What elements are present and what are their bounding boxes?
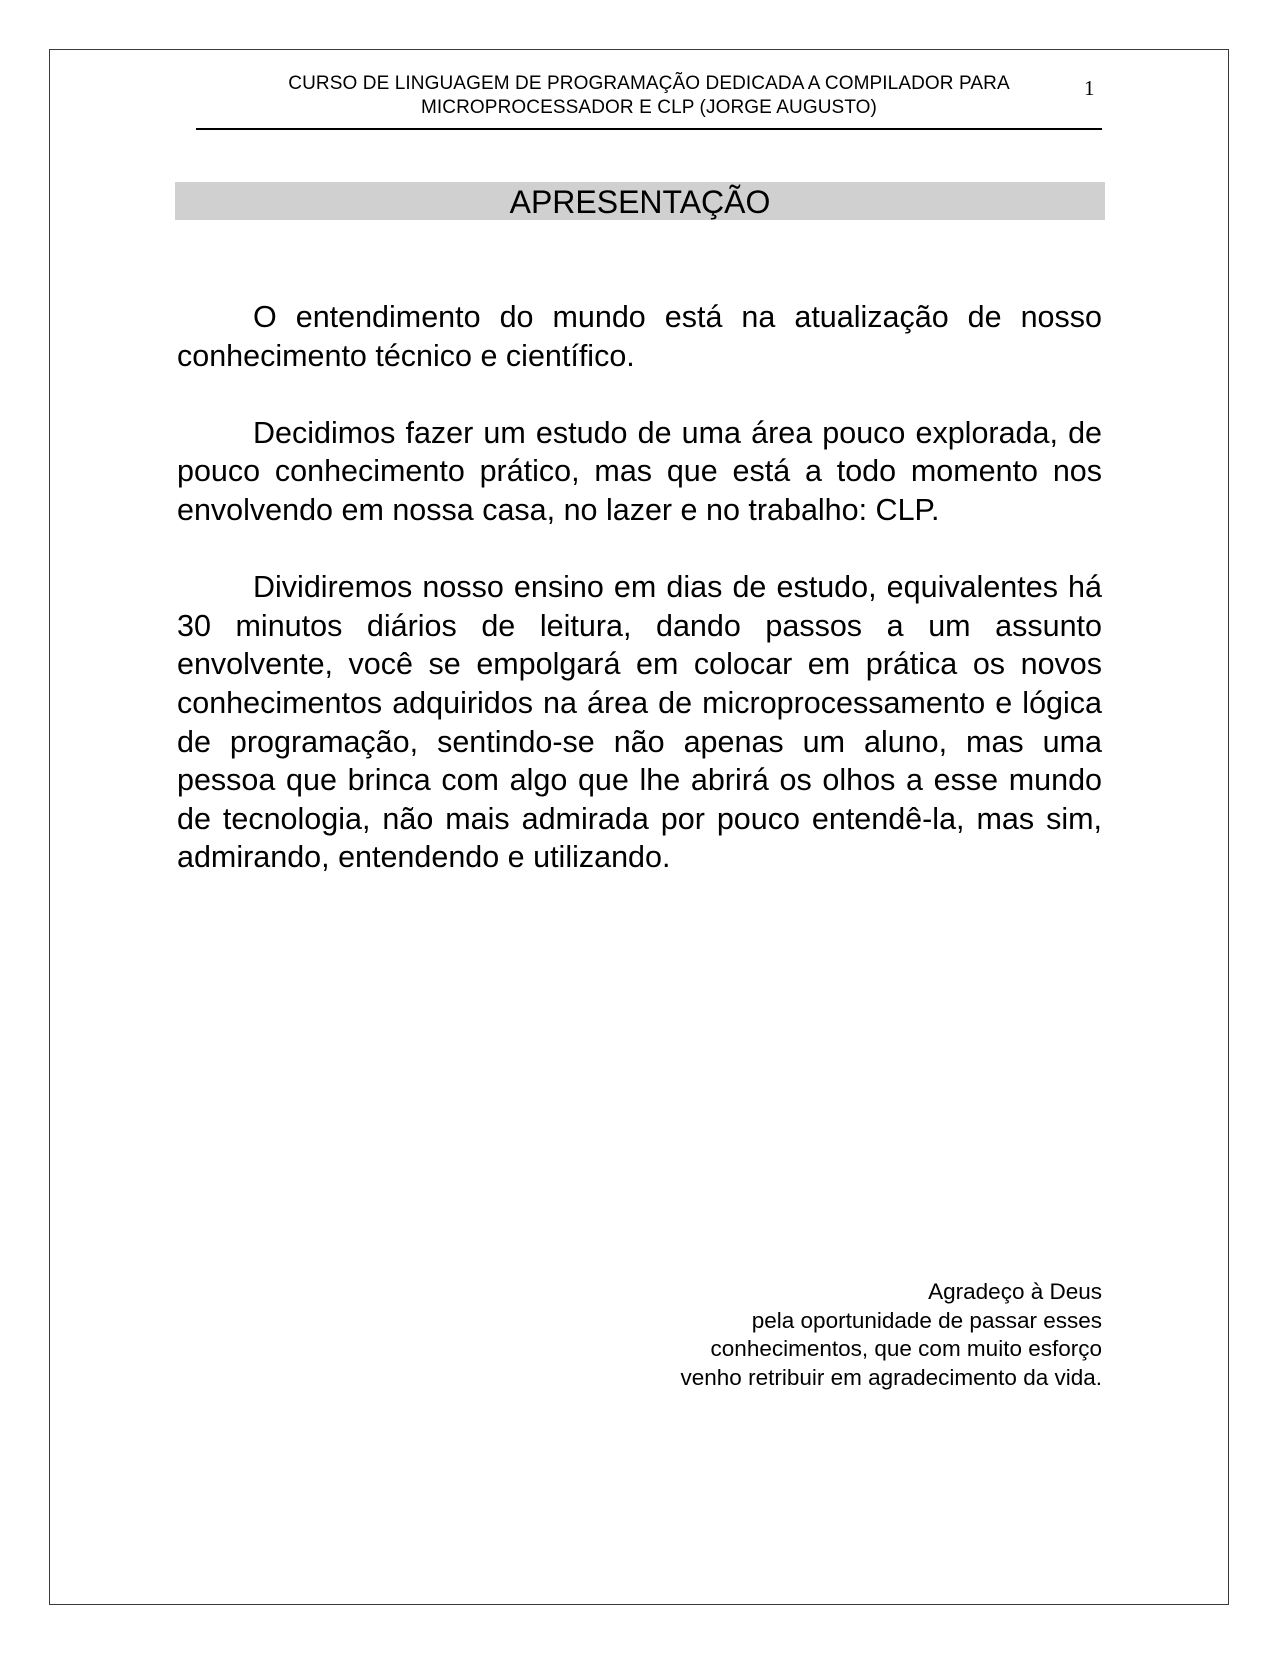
section-title: APRESENTAÇÃO xyxy=(175,182,1105,220)
dedication-line-4: venho retribuir em agradecimento da vida. xyxy=(680,1364,1102,1390)
header-divider xyxy=(196,128,1102,130)
running-header xyxy=(196,72,1102,120)
dedication-line-3: conhecimentos, que com muito esforço xyxy=(710,1336,1102,1361)
dedication-line-2: pela oportunidade de passar esses xyxy=(751,1307,1102,1333)
paragraph-2: Decidimos fazer um estudo de uma área pouco explorada, de pouco conhecimento prático, mas que está a todo momento nos envolvendo em nossa casa, no lazer e no trabalho: CLP. xyxy=(177,415,1102,527)
dedication xyxy=(560,1278,1102,1392)
running-header-line-1: CURSO DE LINGUAGEM DE PROGRAMAÇÃO DEDICADA A COMPILADOR PARA xyxy=(288,73,1010,94)
paragraph-3: Dividiremos nosso ensino em dias de estudo, equivalentes há 30 minutos diários de leitura, dando passos a um assunto envolvente, você se empolgará em colocar em prática os novos conhecimentos adquiridos na área de microprocessamento e lógica de programação, sentindo-se não apenas um aluno, mas uma pessoa que brinca com algo que lhe abrirá os olhos a esse mundo de tecnologia, não mais admirada por pouco entendê-la, mas sim, admirando, entendendo e utilizando. xyxy=(177,570,1102,875)
paragraph-1: O entendimento do mundo está na atualização de nosso conhecimento técnico e científico. xyxy=(177,300,1102,373)
running-header-line-2: MICROPROCESSADOR E CLP (JORGE AUGUSTO) xyxy=(420,97,877,118)
dedication-line-1: Agradeço à Deus xyxy=(928,1279,1102,1304)
page-number: 1 xyxy=(1084,76,1095,100)
body-text xyxy=(177,298,1102,916)
